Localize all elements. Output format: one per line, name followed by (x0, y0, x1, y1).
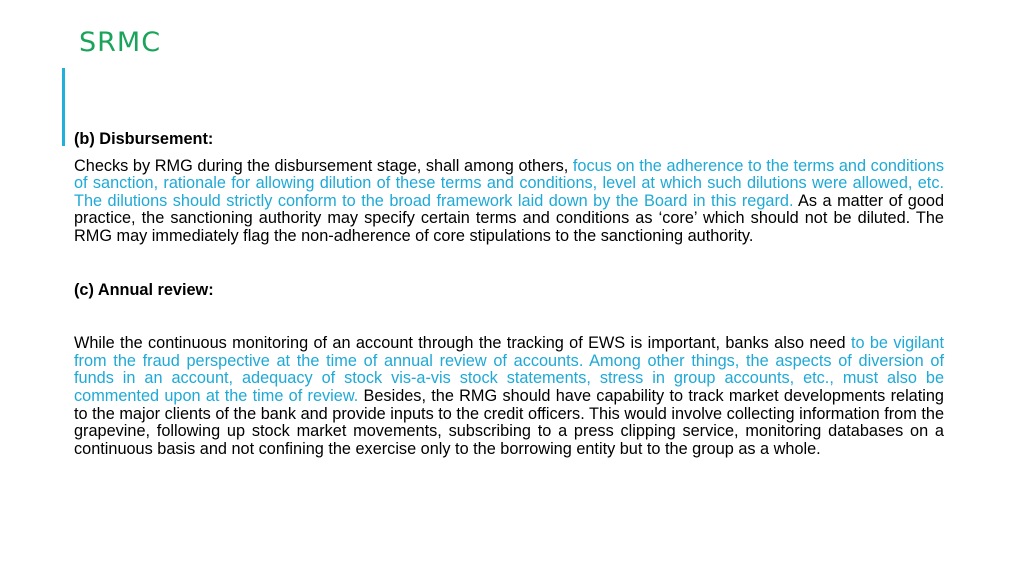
highlighted-text: to be vigilant from the fraud perspective at the time of annual review of accounts. Among other things, the aspects of diversion of funds in an account, adequacy of stock vis-a-vis stock statements, stress in group accounts, etc., must also be commented upon at the time of review. (74, 334, 944, 405)
paragraph-text: Checks by RMG during the disbursement stage, shall among others, (74, 156, 573, 175)
slide-content (74, 131, 944, 458)
section-paragraph-annual-review (74, 335, 944, 458)
accent-bar (62, 68, 65, 146)
highlighted-text: focus on the adherence to the terms and conditions of sanction, rationale for allowing dilution of these terms and conditions, level at which such dilutions were allowed, etc. The dilutions should strictly conform to the broad framework laid down by the Board in this regard. (74, 156, 944, 210)
section-paragraph-disbursement (74, 158, 944, 246)
paragraph-text: As a matter of good practice, the sanctioning authority may specify certain terms and conditions as ‘core’ which should not be diluted. The RMG may immediately flag the non-adherence of core stipulations to the sanctioning authority. (74, 191, 944, 245)
section-heading-annual-review: (c) Annual review: (74, 280, 214, 299)
section-heading-disbursement: (b) Disbursement: (74, 130, 214, 148)
paragraph-text: Besides, the RMG should have capability to track market developments relating to the major clients of the bank and provide inputs to the credit officers. This would involve collecting information from the grapevine, following up stock market movements, subscribing to a press clipping service, monitoring databases on a continuous basis and not confining the exercise only to the borrowing entity but to the group as a whole. (74, 386, 944, 458)
paragraph-text: While the continuous monitoring of an account through the tracking of EWS is important, banks also need (74, 334, 851, 353)
slide-title: SRMC (79, 27, 162, 58)
